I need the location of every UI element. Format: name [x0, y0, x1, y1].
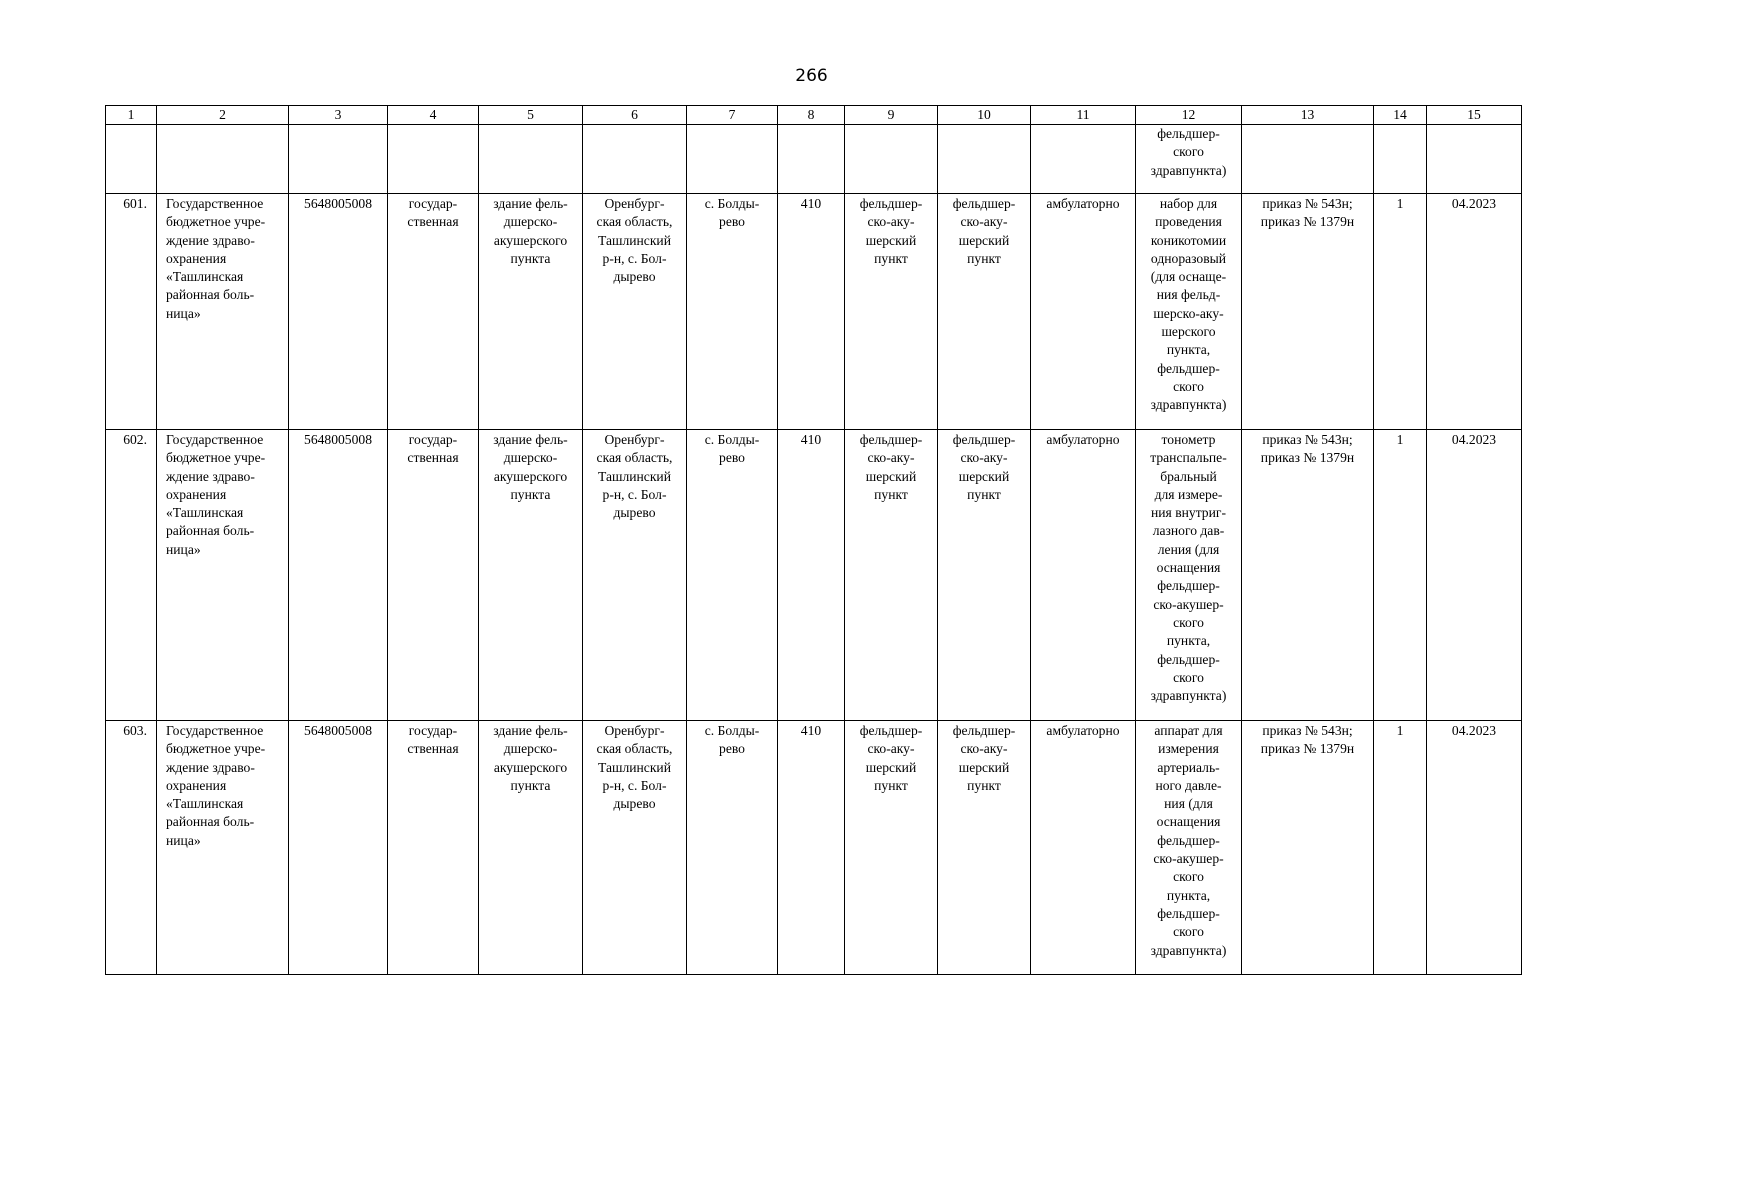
column-number: 10 — [938, 106, 1031, 125]
column-number: 12 — [1136, 106, 1242, 125]
equipment-cell: тонометр транспальпе- бральный для измере- ния внутриг- лазного дав- ления (для оснащения фельдшер- ско-акушер- ского пункта, фельдшер- ского здравпункта) — [1136, 430, 1242, 721]
equipment-cell: фельдшер- ского здравпункта) — [1136, 125, 1242, 194]
settlement-cell: с. Болды- рево — [687, 430, 778, 721]
table-row — [106, 721, 1522, 975]
empty-cell — [1374, 125, 1427, 194]
institution-cell: Государственное бюджетное учре- ждение здраво- охранения «Ташлинская районная боль- ница» — [157, 194, 289, 430]
institution-cell: Государственное бюджетное учре- ждение здраво- охранения «Ташлинская районная боль- ница» — [157, 430, 289, 721]
address-cell: Оренбург- ская область, Ташлинский р-н, с. Бол- дырево — [583, 721, 687, 975]
row-number-cell: 602. — [106, 430, 157, 721]
quantity-cell: 1 — [1374, 194, 1427, 430]
equipment-cell: аппарат для измерения артериаль- ного давле- ния (для оснащения фельдшер- ско-акушер- ского пункта, фельдшер- ского здравпункта) — [1136, 721, 1242, 975]
column-number-row — [106, 106, 1522, 125]
date-cell: 04.2023 — [1427, 721, 1522, 975]
ownership-cell: государ- ственная — [388, 721, 479, 975]
column-number: 11 — [1031, 106, 1136, 125]
empty-cell — [938, 125, 1031, 194]
address-cell: Оренбург- ская область, Ташлинский р-н, с. Бол- дырево — [583, 430, 687, 721]
row-number-cell: 601. — [106, 194, 157, 430]
column-number: 4 — [388, 106, 479, 125]
empty-cell — [687, 125, 778, 194]
settlement-cell: с. Болды- рево — [687, 194, 778, 430]
empty-cell — [778, 125, 845, 194]
ownership-cell: государ- ственная — [388, 430, 479, 721]
equipment-register-table — [105, 105, 1522, 975]
empty-cell — [289, 125, 388, 194]
empty-cell — [1242, 125, 1374, 194]
column-number: 8 — [778, 106, 845, 125]
empty-cell — [845, 125, 938, 194]
order-cell: приказ № 543н; приказ № 1379н — [1242, 430, 1374, 721]
institution-cell: Государственное бюджетное учре- ждение здраво- охранения «Ташлинская районная боль- ница» — [157, 721, 289, 975]
building-cell: здание фель- дшерско- акушерского пункта — [479, 721, 583, 975]
empty-cell — [479, 125, 583, 194]
table-row — [106, 194, 1522, 430]
empty-cell — [1031, 125, 1136, 194]
building-cell: здание фель- дшерско- акушерского пункта — [479, 194, 583, 430]
settlement-cell: с. Болды- рево — [687, 721, 778, 975]
column-number: 14 — [1374, 106, 1427, 125]
column-number: 9 — [845, 106, 938, 125]
column-number: 5 — [479, 106, 583, 125]
column-number: 15 — [1427, 106, 1522, 125]
division-cell: фельдшер- ско-аку- шерский пункт — [845, 194, 938, 430]
division-cell: фельдшер- ско-аку- шерский пункт — [845, 721, 938, 975]
column-number: 2 — [157, 106, 289, 125]
table-row — [106, 430, 1522, 721]
order-cell: приказ № 543н; приказ № 1379н — [1242, 721, 1374, 975]
empty-cell — [583, 125, 687, 194]
date-cell: 04.2023 — [1427, 430, 1522, 721]
table-row-continuation — [106, 125, 1522, 194]
column-number: 1 — [106, 106, 157, 125]
empty-cell — [388, 125, 479, 194]
empty-cell — [1427, 125, 1522, 194]
unit-cell: фельдшер- ско-аку- шерский пункт — [938, 721, 1031, 975]
quantity-cell: 1 — [1374, 430, 1427, 721]
date-cell: 04.2023 — [1427, 194, 1522, 430]
inn-cell: 5648005008 — [289, 194, 388, 430]
column-number: 6 — [583, 106, 687, 125]
quantity-cell: 1 — [1374, 721, 1427, 975]
column-number: 13 — [1242, 106, 1374, 125]
page-number: 266 — [795, 66, 828, 86]
inn-cell: 5648005008 — [289, 430, 388, 721]
population-cell: 410 — [778, 194, 845, 430]
care-form-cell: амбулаторно — [1031, 194, 1136, 430]
care-form-cell: амбулаторно — [1031, 721, 1136, 975]
population-cell: 410 — [778, 721, 845, 975]
building-cell: здание фель- дшерско- акушерского пункта — [479, 430, 583, 721]
equipment-cell: набор для проведения коникотомии одноразовый (для оснаще- ния фельд- шерско-аку- шерского пункта, фельдшер- ского здравпункта) — [1136, 194, 1242, 430]
column-number: 7 — [687, 106, 778, 125]
unit-cell: фельдшер- ско-аку- шерский пункт — [938, 430, 1031, 721]
population-cell: 410 — [778, 430, 845, 721]
row-number-cell: 603. — [106, 721, 157, 975]
inn-cell: 5648005008 — [289, 721, 388, 975]
address-cell: Оренбург- ская область, Ташлинский р-н, с. Бол- дырево — [583, 194, 687, 430]
ownership-cell: государ- ственная — [388, 194, 479, 430]
empty-cell — [157, 125, 289, 194]
division-cell: фельдшер- ско-аку- шерский пункт — [845, 430, 938, 721]
empty-cell — [106, 125, 157, 194]
care-form-cell: амбулаторно — [1031, 430, 1136, 721]
order-cell: приказ № 543н; приказ № 1379н — [1242, 194, 1374, 430]
column-number: 3 — [289, 106, 388, 125]
unit-cell: фельдшер- ско-аку- шерский пункт — [938, 194, 1031, 430]
